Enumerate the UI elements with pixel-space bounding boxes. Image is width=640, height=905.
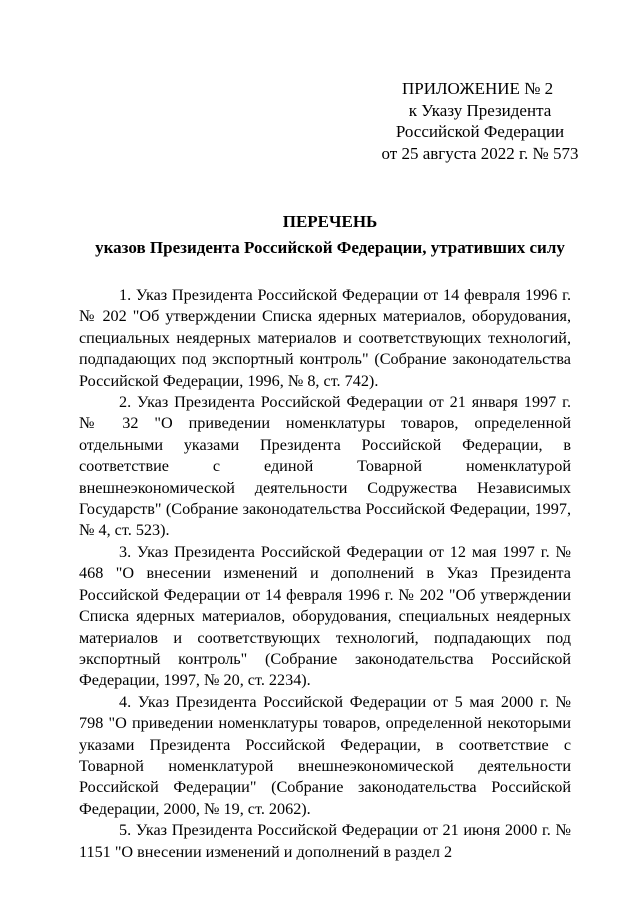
appendix-line-federation: Российской Федерации bbox=[395, 122, 565, 141]
document-title: ПЕРЕЧЕНЬ bbox=[282, 212, 378, 231]
appendix-block bbox=[360, 78, 600, 164]
list-item-1: 1. Указ Президента Российской Федерации от 14 февраля 1996 г. № 202 "Об утверждении Списка ядерных материалов, оборудования, специальных неядерных материалов и соответствующих технологий, подпадающих под экспортный контроль" (Собрание законодательства Российской Федерации, 1996, № 8, ст. 742). bbox=[79, 286, 571, 390]
appendix-line-date: от 25 августа 2022 г. № 573 bbox=[381, 143, 579, 163]
list-body bbox=[79, 285, 571, 863]
list-item-3: 3. Указ Президента Российской Федерации от 12 мая 1997 г. № 468 "О внесении изменений и дополнений в Указ Президента Российской Федерации от 14 февраля 1996 г. № 202 "Об утверждении Списка ядерных материалов, оборудования, специальных неядерных материалов и соответствующих технологий, подпадающих под экспортный контроль" (Собрание законодательства Российской Федерации, 1997, № 20, ст. 2234). bbox=[79, 542, 571, 690]
document-subtitle: указов Президента Российской Федерации, утративших силу bbox=[95, 238, 565, 257]
list-item-2: 2. Указ Президента Российской Федерации от 21 января 1997 г. № 32 "О приведении номенклатуры товаров, определенной отдельными указами Президента Российской Федерации, в соответствие с единой Товарной номенклатурой внешнеэкономической деятельности Содружества Независимых Государств" (Собрание законодательства Российской Федерации, 1997, № 4, ст. 523). bbox=[79, 393, 571, 540]
list-item-4: 4. Указ Президента Российской Федерации от 5 мая 2000 г. № 798 "О приведении номенклатуры товаров, определенной некоторыми указами Президента Российской Федерации, в соответствие с Товарной номенклатурой внешнеэкономической деятельности Российской Федерации" (Собрание законодательства Российской Федерации, 2000, № 19, ст. 2062). bbox=[79, 692, 571, 818]
appendix-line-decree: к Указу Президента bbox=[408, 100, 552, 120]
list-item-5: 5. Указ Президента Российской Федерации от 21 июня 2000 г. № 1151 "О внесении изменений и дополнений в раздел 2 bbox=[79, 821, 571, 861]
appendix-title: ПРИЛОЖЕНИЕ № 2 bbox=[402, 79, 554, 98]
